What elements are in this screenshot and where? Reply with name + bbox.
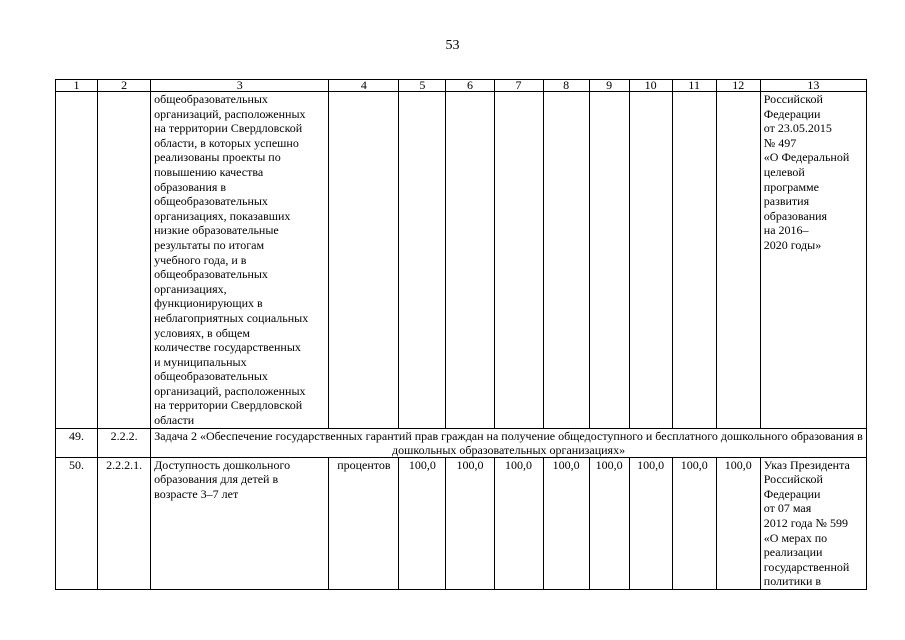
cell-unit (329, 92, 399, 429)
header-cell: 11 (672, 80, 716, 92)
cell-code: 2.2.2.1. (98, 457, 151, 589)
table-row-task (56, 428, 867, 457)
header-cell: 7 (494, 80, 543, 92)
header-cell: 1 (56, 80, 98, 92)
cell-basis: Российской Федерации от 23.05.2015 № 497 «О Федеральной целевой программе развития образования на 2016– 2020 годы» (760, 92, 866, 429)
header-cell: 5 (399, 80, 446, 92)
cell-code: 2.2.2. (98, 428, 151, 457)
cell-value: 100,0 (589, 457, 629, 589)
cell-code (98, 92, 151, 429)
cell-unit: процентов (329, 457, 399, 589)
indicators-table (55, 79, 867, 590)
page-number: 53 (445, 38, 460, 53)
header-cell: 13 (760, 80, 866, 92)
cell-value: 100,0 (446, 457, 494, 589)
cell-num: 49. (56, 428, 98, 457)
cell-num (56, 92, 98, 429)
cell-indicator-name: Доступность дошкольного образования для детей в возрасте 3–7 лет (151, 457, 329, 589)
cell-value (543, 92, 589, 429)
header-cell: 12 (716, 80, 760, 92)
header-cell: 3 (151, 80, 329, 92)
cell-value (629, 92, 672, 429)
cell-task-title: Задача 2 «Обеспечение государственных гарантий прав граждан на получение общедоступного и бесплатного дошкольного образования в дошкольных образовательных организациях» (151, 428, 867, 457)
table-row-continuation (56, 92, 867, 429)
cell-indicator-name: общеобразовательных организаций, расположенных на территории Свердловской области, в которых успешно реализованы проекты по повышению качества образования в общеобразовательных организациях, показавших низкие образовательные результаты по итогам учебного года, и в общеобразовательных организациях, функционирующих в неблагоприятных социальных условиях, в общем количестве государственных и муниципальных общеобразовательных организаций, расположенных на территории Свердловской области (151, 92, 329, 429)
cell-value: 100,0 (672, 457, 716, 589)
header-cell: 2 (98, 80, 151, 92)
header-cell: 4 (329, 80, 399, 92)
cell-value: 100,0 (543, 457, 589, 589)
cell-value (446, 92, 494, 429)
table-row (56, 457, 867, 589)
header-cell: 6 (446, 80, 494, 92)
header-cell: 10 (629, 80, 672, 92)
cell-value (716, 92, 760, 429)
cell-value (672, 92, 716, 429)
cell-value (399, 92, 446, 429)
cell-value: 100,0 (629, 457, 672, 589)
header-cell: 8 (543, 80, 589, 92)
cell-value: 100,0 (399, 457, 446, 589)
header-cell: 9 (589, 80, 629, 92)
cell-num: 50. (56, 457, 98, 589)
cell-value: 100,0 (716, 457, 760, 589)
cell-value: 100,0 (494, 457, 543, 589)
cell-value (589, 92, 629, 429)
cell-basis: Указ Президента Российской Федерации от 07 мая 2012 года № 599 «О мерах по реализации государственной политики в (760, 457, 866, 589)
table-header-row (56, 80, 867, 92)
cell-value (494, 92, 543, 429)
